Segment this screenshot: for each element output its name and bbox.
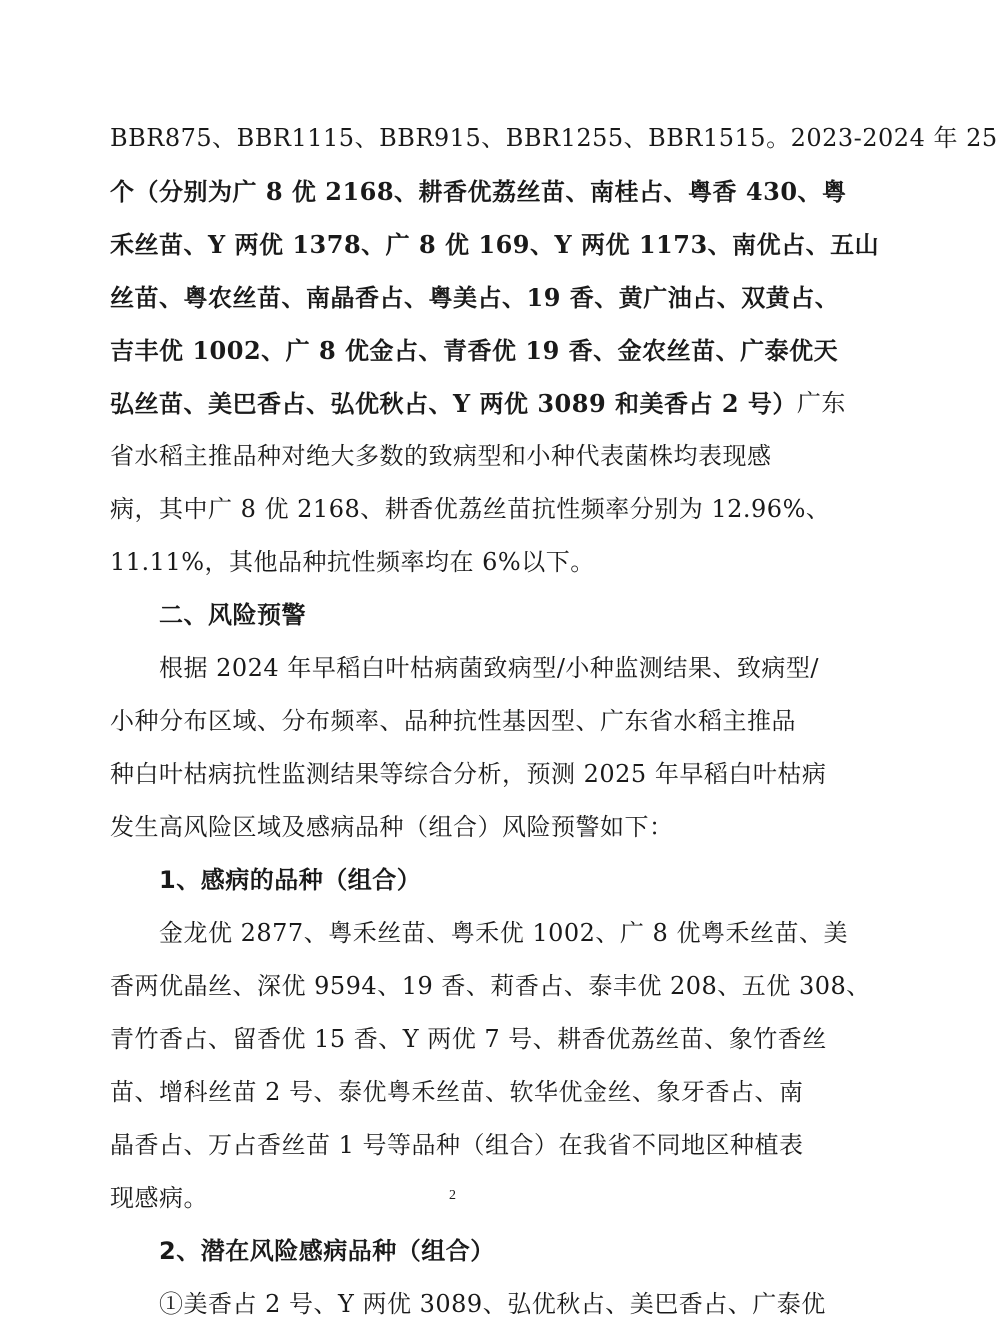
line-text bbox=[110, 377, 846, 430]
line-text: 病，其中广 8 优 2168、耕香优荔丝苗抗性频率分别为 12.96%、 bbox=[110, 495, 831, 523]
line-text: 禾丝苗、Y 两优 1378、广 8 优 169、Y 两优 1173、南优占、五山 bbox=[110, 230, 880, 259]
line-text: 香两优晶丝、深优 9594、19 香、莉香占、泰丰优 208、五优 308、 bbox=[110, 972, 871, 1000]
line-text: 吉丰优 1002、广 8 优金占、青香优 19 香、金农丝苗、广泰优天 bbox=[110, 336, 839, 365]
document-body bbox=[110, 112, 998, 1331]
text-line bbox=[110, 907, 848, 960]
line-text: 个（分别为广 8 优 2168、耕香优荔丝苗、南桂占、粤香 430、粤 bbox=[110, 177, 847, 206]
line-text: 现感病。 bbox=[110, 1184, 208, 1212]
line-text: 丝苗、粤农丝苗、南晶香占、粤美占、19 香、黄广油占、双黄占、 bbox=[110, 283, 840, 312]
text-line bbox=[110, 165, 847, 218]
text-line bbox=[110, 801, 800, 854]
text-line bbox=[110, 1066, 804, 1119]
text-line bbox=[110, 1278, 826, 1331]
line-text: 1、感病的品种（组合） bbox=[159, 866, 422, 894]
text-line bbox=[110, 377, 846, 430]
text-line bbox=[110, 1119, 804, 1172]
text-line bbox=[110, 748, 827, 801]
line-text: 2、潜在风险感病品种（组合） bbox=[159, 1237, 495, 1265]
line-text: 苗、增科丝苗 2 号、泰优粤禾丝苗、软华优金丝、象牙香占、南 bbox=[110, 1078, 804, 1106]
text-line bbox=[110, 695, 800, 748]
text-line bbox=[110, 960, 871, 1013]
text-line bbox=[110, 1013, 827, 1066]
line-text: 金龙优 2877、粤禾丝苗、粤禾优 1002、广 8 优粤禾丝苗、美 bbox=[159, 919, 848, 947]
line-text: 发生高风险区域及感病品种（组合）风险预警如下： bbox=[110, 813, 674, 841]
text-line bbox=[110, 271, 840, 324]
section-heading bbox=[110, 854, 800, 907]
line-text: 省水稻主推品种对绝大多数的致病型和小种代表菌株均表现感 bbox=[110, 442, 772, 470]
text-line bbox=[110, 483, 831, 536]
line-text: 根据 2024 年早稻白叶枯病菌致病型/小种监测结果、致病型/ bbox=[159, 654, 820, 682]
text-line bbox=[110, 430, 800, 483]
line-text: 二、风险预警 bbox=[159, 601, 306, 629]
line-text: 小种分布区域、分布频率、品种抗性基因型、广东省水稻主推品 bbox=[110, 707, 796, 735]
text-line bbox=[110, 324, 839, 377]
line-text: 晶香占、万占香丝苗 1 号等品种（组合）在我省不同地区种植表 bbox=[110, 1131, 804, 1159]
section-heading bbox=[110, 589, 800, 642]
line-text: BBR875、BBR1115、BBR915、BBR1255、BBR1515。2023-2024 年 25 bbox=[110, 124, 998, 152]
text-line bbox=[110, 536, 800, 589]
line-text: ①美香占 2 号、Y 两优 3089、弘优秋占、美巴香占、广泰优 bbox=[159, 1290, 826, 1318]
text-line bbox=[110, 218, 880, 271]
line-text: 种白叶枯病抗性监测结果等综合分析，预测 2025 年早稻白叶枯病 bbox=[110, 760, 827, 788]
text-line bbox=[110, 642, 820, 695]
line-text: 11.11%，其他品种抗性频率均在 6%以下。 bbox=[110, 548, 595, 576]
bold-segment: 弘丝苗、美巴香占、弘优秋占、Y 两优 3089 和美香占 2 号） bbox=[110, 389, 797, 418]
page-number: 2 bbox=[449, 1188, 456, 1203]
normal-segment: 广东 bbox=[796, 389, 846, 417]
section-heading bbox=[110, 1225, 800, 1278]
line-text: 青竹香占、留香优 15 香、Y 两优 7 号、耕香优荔丝苗、象竹香丝 bbox=[110, 1025, 827, 1053]
text-line bbox=[110, 112, 998, 165]
